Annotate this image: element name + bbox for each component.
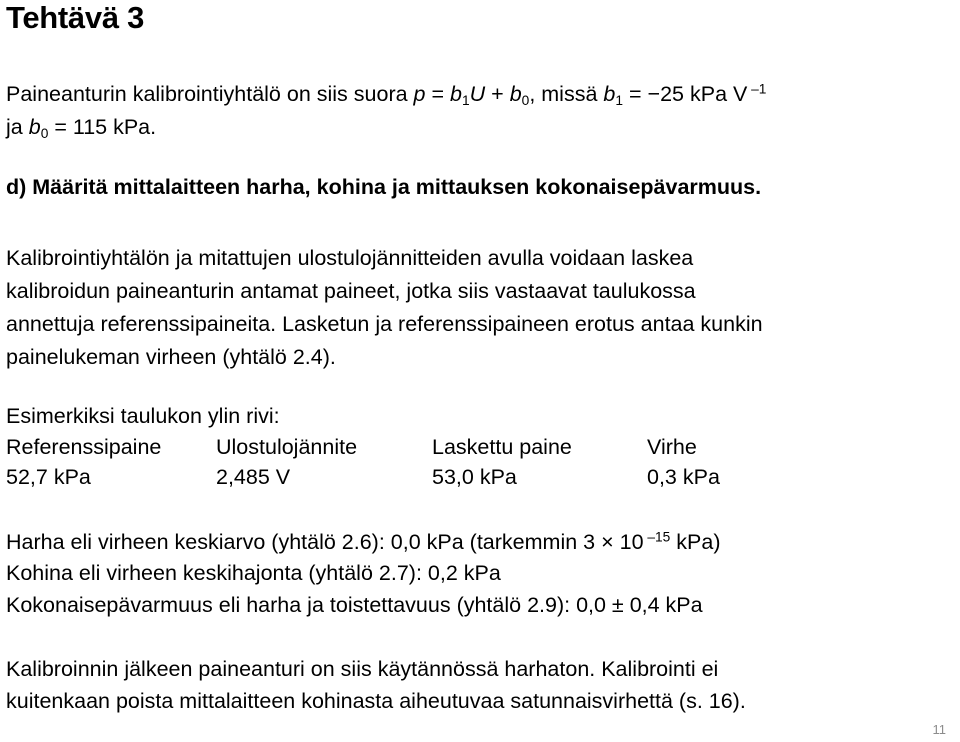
cell-output-voltage: 2,485 V <box>216 465 291 489</box>
equation-line-1 <box>6 79 766 109</box>
explanation-line-3: annettuja referenssipaineita. Lasketun ja referenssipaineen erotus antaa kunkin <box>6 312 763 336</box>
var-b0: b <box>509 82 522 106</box>
explanation-line-2: kalibroidun paineanturin antamat paineet, jotka siis vastaavat taulukossa <box>6 279 696 303</box>
cell-calculated-pressure: 53,0 kPa <box>432 465 517 489</box>
text: Harha eli virheen keskiarvo (yhtälö 2.6): 0,0 kPa (tarkemmin 3 × 10 <box>6 530 644 554</box>
subscript: 1 <box>615 93 624 109</box>
conclusion-line-1: Kalibroinnin jälkeen paineanturi on siis käytännössä harhaton. Kalibrointi ei <box>6 657 719 681</box>
page-number: 11 <box>932 722 946 737</box>
text: = −25 kPa V <box>623 82 748 106</box>
var-u: U <box>469 82 486 106</box>
header-error: Virhe <box>647 435 697 459</box>
var-b1: b <box>450 82 462 106</box>
task-heading: d) Määritä mittalaitteen harha, kohina ja mittauksen kokonaisepävarmuus. <box>6 175 762 199</box>
explanation-line-4: painelukeman virheen (yhtälö 2.4). <box>6 345 336 369</box>
text: + <box>485 82 510 106</box>
example-intro: Esimerkiksi taulukon ylin rivi: <box>6 404 280 428</box>
header-output-voltage: Ulostulojännite <box>216 435 358 459</box>
example-table-row <box>6 462 906 492</box>
header-calculated-pressure: Laskettu paine <box>432 435 572 459</box>
equation-line-2 <box>6 112 156 142</box>
superscript: –15 <box>643 529 671 545</box>
header-reference-pressure: Referenssipaine <box>6 435 162 459</box>
var-b1: b <box>603 82 616 106</box>
result-noise: Kohina eli virheen keskihajonta (yhtälö 2.7): 0,2 kPa <box>6 561 501 585</box>
superscript: –1 <box>747 81 767 97</box>
text: = <box>425 82 451 106</box>
conclusion-line-2: kuitenkaan poista mittalaitteen kohinasta aiheutuvaa satunnaisvirhettä (s. 16). <box>6 689 746 713</box>
slide-title: Tehtävä 3 <box>6 0 145 35</box>
text: = 115 kPa. <box>48 115 157 139</box>
cell-reference-pressure: 52,7 kPa <box>6 465 91 489</box>
text: Paineanturin kalibrointiyhtälö on siis suora <box>6 82 414 106</box>
subscript: 1 <box>462 93 470 109</box>
subscript: 0 <box>40 126 49 142</box>
var-p: p <box>413 82 426 106</box>
text: kPa) <box>670 530 721 554</box>
subscript: 0 <box>521 93 530 109</box>
text: , missä <box>529 82 604 106</box>
var-b0: b <box>28 115 41 139</box>
text: ja <box>6 115 29 139</box>
explanation-line-1: Kalibrointiyhtälön ja mitattujen ulostulojännitteiden avulla voidaan laskea <box>6 246 694 270</box>
example-table-header <box>6 432 906 462</box>
result-uncertainty: Kokonaisepävarmuus eli harha ja toistettavuus (yhtälö 2.9): 0,0 ± 0,4 kPa <box>6 593 703 617</box>
result-bias <box>6 527 720 557</box>
cell-error: 0,3 kPa <box>647 465 720 489</box>
